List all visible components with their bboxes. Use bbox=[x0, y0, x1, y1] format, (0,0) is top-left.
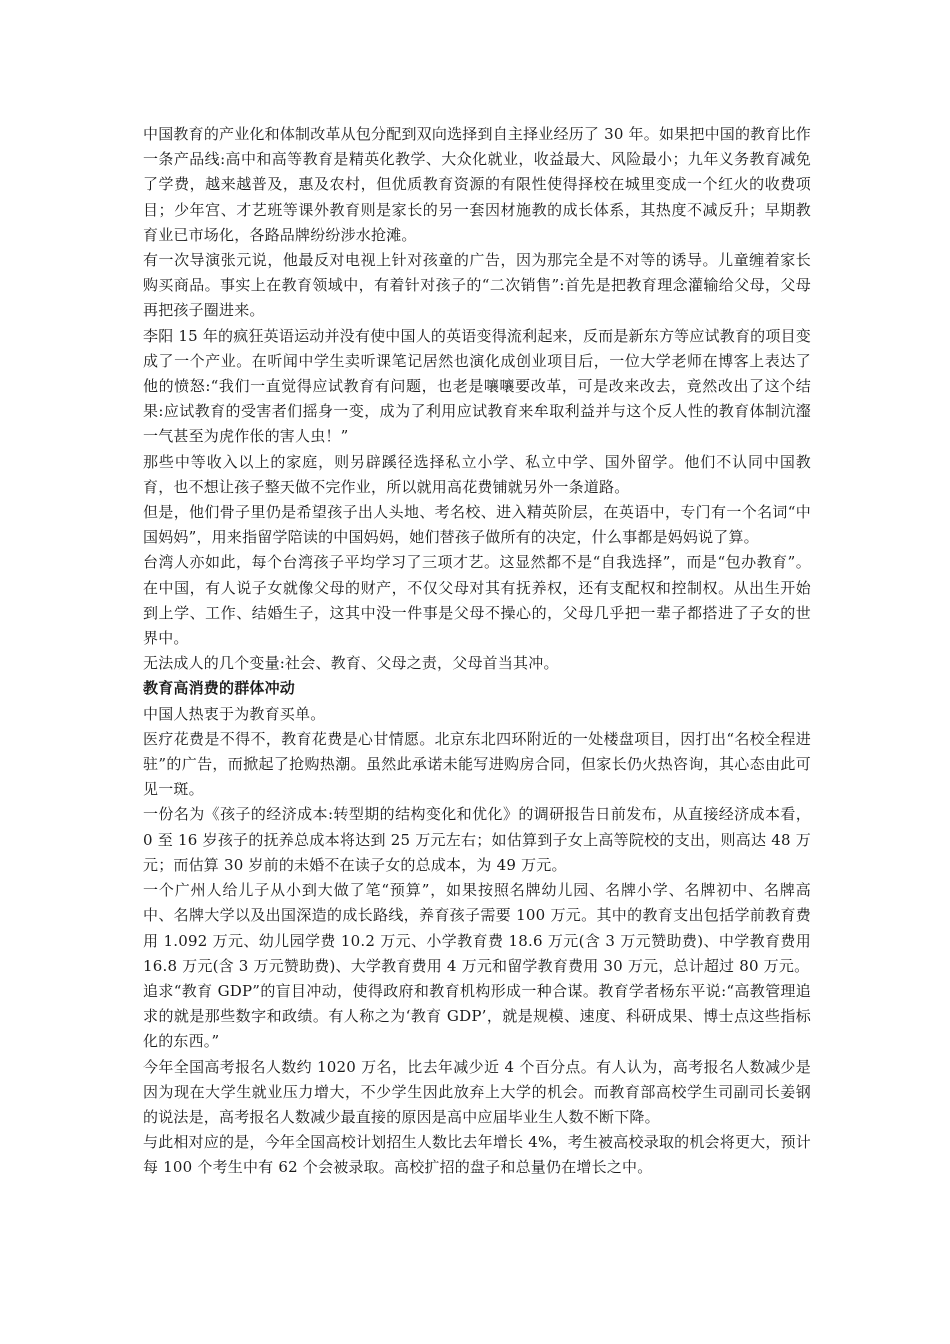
paragraph-9: 医疗花费是不得不，教育花费是心甘情愿。北京东北四环附近的一处楼盘项目，因打出“名校全程进驻”的广告，而掀起了抢购热潮。虽然此承诺未能写进购房合同，但家长仍火热咨询，其心态由此可见一斑。 bbox=[143, 729, 811, 799]
paragraph-14: 与此相对应的是，今年全国高校计划招生人数比去年增长 4%，考生被高校录取的机会将更大，预计每 100 个考生中有 62 个会被录取。高校扩招的盘子和总量仍在增长之中。 bbox=[143, 1133, 811, 1177]
paragraph-7: 无法成人的几个变量:社会、教育、父母之责，父母首当其冲。 bbox=[143, 654, 559, 673]
paragraph-5: 但是，他们骨子里仍是希望孩子出人头地、考名校、进入精英阶层，在英语中，专门有一个名词“中国妈妈”，用来指留学陪读的中国妈妈，她们替孩子做所有的决定，什么事都是妈妈说了算。 bbox=[143, 503, 811, 547]
paragraph-13: 今年全国高考报名人数约 1020 万名，比去年减少近 4 个百分点。有人认为，高考报名人数减少是因为现在大学生就业压力增大，不少学生因此放弃上大学的机会。而教育部高校学生司副司长姜钢的说法是，高考报名人数减少最直接的原因是高中应届毕业生人数不断下降。 bbox=[143, 1057, 811, 1126]
section-heading: 教育高消费的群体冲动 bbox=[143, 679, 296, 698]
paragraph-1: 中国教育的产业化和体制改革从包分配到双向选择到自主择业经历了 30 年。如果把中国的教育比作一条产品线:高中和高等教育是精英化教学、大众化就业，收益最大、风险最小；九年义务教育减免了学费，越来越普及，惠及农村，但优质教育资源的有限性使得择校在城里变成一个红火的收费项目；少年宫、才艺班等课外教育则是家长的另一套因材施教的成长体系，其热度不减反升；早期教育业已市场化，各路品牌纷纷涉水抢滩。 bbox=[143, 125, 811, 244]
paragraph-2: 有一次导演张元说，他最反对电视上针对孩童的广告，因为那完全是不对等的诱导。儿童缠着家长购买商品。事实上在教育领域中，有着针对孩子的“二次销售”:首先是把教育理念灌输给父母，父母再把孩子圈进来。 bbox=[143, 251, 811, 320]
paragraph-4: 那些中等收入以上的家庭，则另辟蹊径选择私立小学、私立中学、国外留学。他们不认同中国教育，也不想让孩子整天做不完作业，所以就用高花费铺就另外一条道路。 bbox=[143, 452, 811, 496]
paragraph-12: 追求“教育 GDP”的盲目冲动，使得政府和教育机构形成一种合谋。教育学者杨东平说:“高教管理追求的就是那些数字和政绩。有人称之为‘教育 GDP’，就是规模、速度、科研成果、博士点这些指标化的东西。” bbox=[143, 981, 811, 1051]
paragraph-8: 中国人热衷于为教育买单。 bbox=[143, 704, 326, 723]
paragraph-3: 李阳 15 年的疯狂英语运动并没有使中国人的英语变得流利起来，反而是新东方等应试教育的项目变成了一个产业。在听闻中学生卖听课笔记居然也演化成创业项目后，一位大学老师在博客上表达了他的愤怒:“我们一直觉得应试教育有问题，也老是嚷嚷要改革，可是改来改去，竟然改出了这个结果:应试教育的受害者们摇身一变，成为了利用应试教育来牟取利益并与这个反人性的教育体制沆瀣一气甚至为虎作伥的害人虫！” bbox=[143, 326, 811, 446]
document-body bbox=[143, 122, 811, 1181]
paragraph-6: 台湾人亦如此，每个台湾孩子平均学习了三项才艺。这显然都不是“自我选择”，而是“包办教育”。在中国，有人说子女就像父母的财产，不仅父母对其有抚养权，还有支配权和控制权。从出生开始到上学、工作、结婚生子，这其中没一件事是父母不操心的，父母几乎把一辈子都搭进了子女的世界中。 bbox=[143, 553, 811, 648]
paragraph-10: 一份名为《孩子的经济成本:转型期的结构变化和优化》的调研报告日前发布，从直接经济成本看，0 至 16 岁孩子的抚养总成本将达到 25 万元左右；如估算到子女上高等院校的支出，则高达 48 万元；而估算 30 岁前的未婚不在读子女的总成本，为 49 万元。 bbox=[143, 805, 811, 874]
paragraph-11: 一个广州人给儿子从小到大做了笔“预算”，如果按照名牌幼儿园、名牌小学、名牌初中、名牌高中、名牌大学以及出国深造的成长路线，养育孩子需要 100 万元。其中的教育支出包括学前教育费用 1.092 万元、幼儿园学费 10.2 万元、小学教育费 18.6 万元(含 3 万元赞助费)、中学教育费用 16.8 万元(含 3 万元赞助费)、大学教育费用 4 万元和留学教育费用 30 万元，总计超过 80 万元。 bbox=[143, 881, 811, 975]
